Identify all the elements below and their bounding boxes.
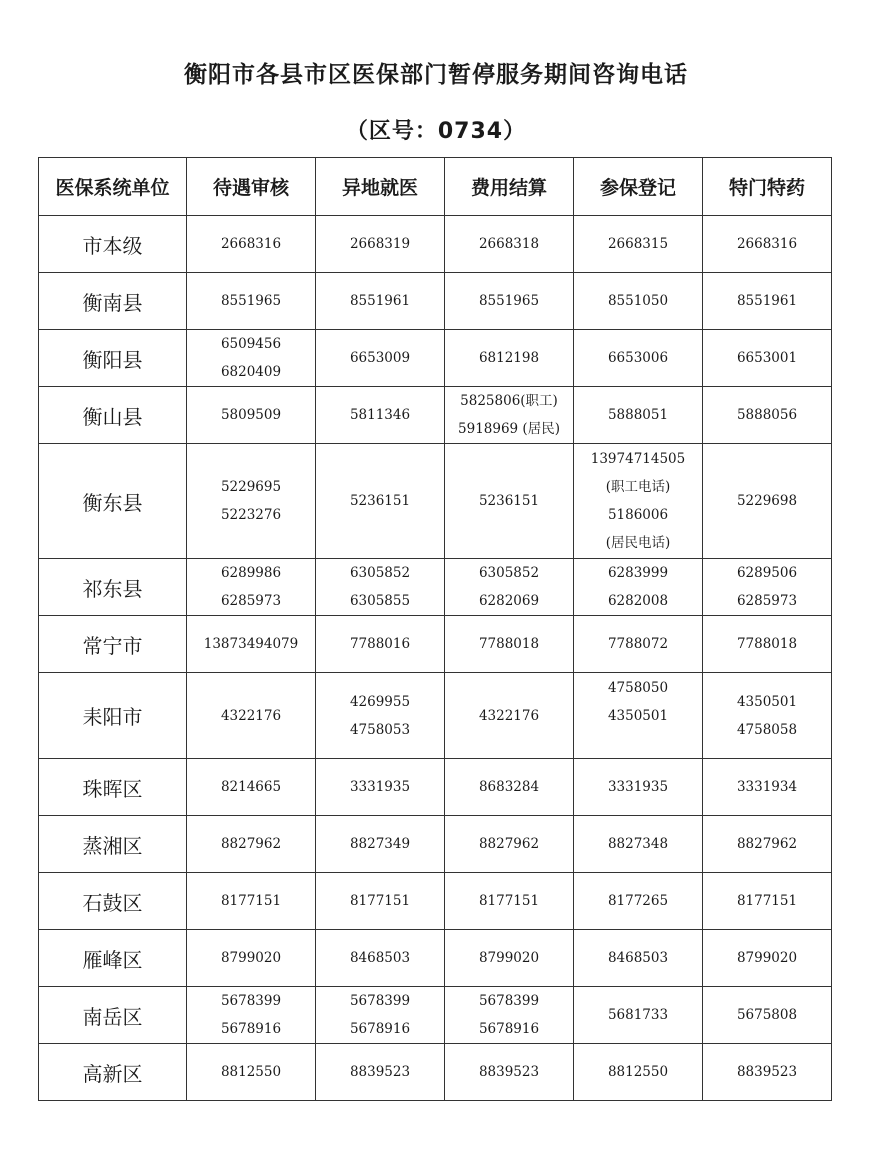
phone-number: 5229695	[220, 479, 282, 495]
phone-number: 8551961	[736, 293, 798, 309]
phone-cell	[574, 273, 703, 330]
phone-number: 8468503	[607, 950, 669, 966]
phone-cell	[316, 273, 445, 330]
phone-number: 5825806(职工)	[460, 393, 558, 409]
unit-name-cell: 市本级	[39, 216, 187, 273]
table-row	[39, 273, 832, 330]
header-fee-settlement: 费用结算	[445, 158, 574, 216]
table-row	[39, 673, 832, 759]
phone-number: (职工电话)	[605, 479, 671, 495]
phone-number: 3331935	[349, 779, 411, 795]
phone-number: 6305852	[349, 565, 411, 581]
phone-number: 5678399	[349, 993, 411, 1009]
phone-number: 8551050	[607, 293, 669, 309]
phone-number: 5811346	[349, 407, 411, 423]
phone-cell	[703, 930, 832, 987]
phone-cell	[574, 673, 703, 759]
phone-number: 4322176	[478, 707, 540, 724]
phone-number: 6653006	[607, 350, 669, 366]
phone-cell	[445, 673, 574, 759]
unit-name-cell: 耒阳市	[39, 673, 187, 759]
phone-cell	[574, 616, 703, 673]
phone-cell	[703, 759, 832, 816]
table-row	[39, 873, 832, 930]
phone-cell	[316, 616, 445, 673]
unit-name-cell: 石鼓区	[39, 873, 187, 930]
phone-cell	[187, 930, 316, 987]
phone-cell	[187, 816, 316, 873]
phone-number: 2668316	[220, 236, 282, 252]
unit-name-cell: 衡南县	[39, 273, 187, 330]
phone-number: 5888056	[736, 407, 798, 423]
phone-cell	[187, 273, 316, 330]
phone-number: 4322176	[220, 707, 282, 724]
phone-cell	[316, 873, 445, 930]
phone-number: 8827349	[349, 836, 411, 852]
phone-number: 8177265	[607, 893, 669, 909]
phone-number: 2668318	[478, 236, 540, 252]
phone-number: 2668316	[736, 236, 798, 252]
phone-number: 5809509	[220, 407, 282, 423]
header-enrollment: 参保登记	[574, 158, 703, 216]
phone-cell	[574, 987, 703, 1044]
document-title: 衡阳市各县市区医保部门暂停服务期间咨询电话	[184, 62, 688, 88]
table-body	[39, 216, 832, 1101]
phone-cell	[445, 387, 574, 444]
unit-name-cell: 珠晖区	[39, 759, 187, 816]
phone-number: 6289986	[220, 565, 282, 581]
phone-number: 7788018	[478, 636, 540, 652]
phone-number: 8827962	[220, 836, 282, 852]
phone-cell	[445, 616, 574, 673]
phone-number: 6289506	[736, 565, 798, 581]
phone-cell	[316, 987, 445, 1044]
phone-number: 13974714505	[590, 451, 686, 467]
phone-cell	[445, 873, 574, 930]
table-row	[39, 987, 832, 1044]
phone-cell	[574, 216, 703, 273]
phone-cell	[703, 987, 832, 1044]
phone-number: 6282069	[478, 593, 540, 609]
phone-number: 5236151	[478, 493, 540, 509]
phone-number: 8551965	[220, 293, 282, 309]
phone-cell	[187, 330, 316, 387]
phone-cell	[445, 559, 574, 616]
phone-cell	[703, 559, 832, 616]
phone-cell	[187, 987, 316, 1044]
phone-number: 13873494079	[203, 636, 299, 652]
unit-name-cell: 雁峰区	[39, 930, 187, 987]
phone-cell	[703, 444, 832, 559]
phone-number: 6509456	[220, 336, 282, 352]
header-remote-medical: 异地就医	[316, 158, 445, 216]
phone-number: 8827348	[607, 836, 669, 852]
phone-number: 4758053	[349, 721, 411, 738]
phone-number: 8827962	[478, 836, 540, 852]
phone-number: 3331934	[736, 779, 798, 795]
phone-number: 6283999	[607, 565, 669, 581]
phone-cell	[316, 816, 445, 873]
phone-cell	[187, 444, 316, 559]
phone-cell	[445, 930, 574, 987]
phone-number: 6305855	[349, 593, 411, 609]
phone-number: 8799020	[736, 950, 798, 966]
phone-number: 8177151	[736, 893, 798, 909]
phone-number: 8812550	[607, 1064, 669, 1080]
phone-number: 8214665	[220, 779, 282, 795]
table-row	[39, 559, 832, 616]
table-row	[39, 387, 832, 444]
phone-cell	[445, 1044, 574, 1101]
table-row	[39, 759, 832, 816]
phone-cell	[316, 759, 445, 816]
unit-name-cell: 常宁市	[39, 616, 187, 673]
phone-cell	[445, 444, 574, 559]
phone-cell	[187, 216, 316, 273]
phone-cell	[316, 330, 445, 387]
table-header-row	[39, 158, 832, 216]
phone-cell	[703, 873, 832, 930]
phone-cell	[316, 444, 445, 559]
table-row	[39, 1044, 832, 1101]
phone-cell	[316, 673, 445, 759]
phone-number: 5681733	[607, 1007, 669, 1023]
unit-name-cell: 衡阳县	[39, 330, 187, 387]
phone-cell	[574, 1044, 703, 1101]
phone-cell	[187, 759, 316, 816]
header-unit: 医保系统单位	[39, 158, 187, 216]
phone-cell	[703, 673, 832, 759]
table-row	[39, 216, 832, 273]
phone-number: 8551965	[478, 293, 540, 309]
phone-number: 6285973	[220, 593, 282, 609]
phone-number: 8177151	[349, 893, 411, 909]
phone-cell	[703, 816, 832, 873]
phone-number: 5678916	[478, 1021, 540, 1037]
phone-number: 4269955	[349, 693, 411, 710]
phone-number: 4758050	[607, 679, 669, 696]
phone-number: 2668315	[607, 236, 669, 252]
phone-number: 5678916	[220, 1021, 282, 1037]
phone-cell	[703, 1044, 832, 1101]
phone-number: 8827962	[736, 836, 798, 852]
phone-cell	[703, 273, 832, 330]
unit-name-cell: 衡东县	[39, 444, 187, 559]
phone-cell	[703, 330, 832, 387]
phone-cell	[187, 673, 316, 759]
phone-cell	[187, 559, 316, 616]
phone-number: 6653001	[736, 350, 798, 366]
phone-number	[574, 730, 702, 758]
unit-name-cell: 祁东县	[39, 559, 187, 616]
phone-cell	[445, 816, 574, 873]
table-row	[39, 444, 832, 559]
phone-cell	[574, 330, 703, 387]
phone-number: 8551961	[349, 293, 411, 309]
phone-number: 5678399	[478, 993, 540, 1009]
phone-number: 8177151	[220, 893, 282, 909]
phone-number: 5229698	[736, 493, 798, 509]
phone-number: 8812550	[220, 1064, 282, 1080]
phone-number: 8177151	[478, 893, 540, 909]
table-row	[39, 330, 832, 387]
phone-number: 3331935	[607, 779, 669, 795]
unit-name-cell: 高新区	[39, 1044, 187, 1101]
phone-number: 5223276	[220, 507, 282, 523]
phone-cell	[574, 930, 703, 987]
phone-cell	[703, 216, 832, 273]
area-code-subtitle: （区号：0734）	[345, 119, 527, 144]
phone-cell	[316, 387, 445, 444]
phone-number: 7788016	[349, 636, 411, 652]
phone-number: 5678916	[349, 1021, 411, 1037]
phone-number: 6653009	[349, 350, 411, 366]
phone-cell	[574, 816, 703, 873]
phone-number: 4350501	[736, 693, 798, 710]
phone-number: 6820409	[220, 364, 282, 380]
phone-number: 8799020	[478, 950, 540, 966]
phone-number: 4758058	[736, 721, 798, 738]
table-row	[39, 616, 832, 673]
phone-cell	[187, 387, 316, 444]
phone-cell	[574, 559, 703, 616]
phone-number: 6285973	[736, 593, 798, 609]
phone-cell	[187, 616, 316, 673]
phone-cell	[574, 387, 703, 444]
phone-cell	[316, 216, 445, 273]
header-benefit-review: 待遇审核	[187, 158, 316, 216]
phone-cell	[316, 1044, 445, 1101]
phone-number: 5675808	[736, 1007, 798, 1023]
phone-cell	[445, 216, 574, 273]
phone-number: 2668319	[349, 236, 411, 252]
phone-cell	[703, 616, 832, 673]
phone-cell	[445, 273, 574, 330]
phone-number: 5236151	[349, 493, 411, 509]
phone-number: 6305852	[478, 565, 540, 581]
phone-number: 7788072	[607, 636, 669, 652]
phone-number: (居民电话)	[605, 535, 671, 551]
phone-number: 5186006	[607, 507, 669, 523]
phone-cell	[574, 444, 703, 559]
phone-cell	[445, 987, 574, 1044]
phone-number: 8839523	[736, 1064, 798, 1080]
phone-number: 8839523	[349, 1064, 411, 1080]
phone-cell	[187, 1044, 316, 1101]
header-special-outpatient: 特门特药	[703, 158, 832, 216]
phone-number: 8799020	[220, 950, 282, 966]
table-row	[39, 930, 832, 987]
phone-cell	[316, 930, 445, 987]
phone-number: 5888051	[607, 407, 669, 423]
phone-cell	[574, 759, 703, 816]
unit-name-cell: 衡山县	[39, 387, 187, 444]
phone-cell	[574, 873, 703, 930]
table-row	[39, 816, 832, 873]
phone-number: 7788018	[736, 636, 798, 652]
phone-cell	[316, 559, 445, 616]
contact-phone-table	[38, 157, 832, 1101]
phone-cell	[445, 330, 574, 387]
phone-number: 4350501	[607, 707, 669, 724]
phone-number: 5918969 (居民)	[458, 421, 560, 437]
phone-cell	[187, 873, 316, 930]
phone-cell	[445, 759, 574, 816]
phone-number: 8683284	[478, 779, 540, 795]
phone-number: 8839523	[478, 1064, 540, 1080]
phone-number: 8468503	[349, 950, 411, 966]
unit-name-cell: 蒸湘区	[39, 816, 187, 873]
phone-cell	[703, 387, 832, 444]
phone-number: 6282008	[607, 593, 669, 609]
phone-number: 6812198	[478, 350, 540, 366]
phone-number: 5678399	[220, 993, 282, 1009]
unit-name-cell: 南岳区	[39, 987, 187, 1044]
